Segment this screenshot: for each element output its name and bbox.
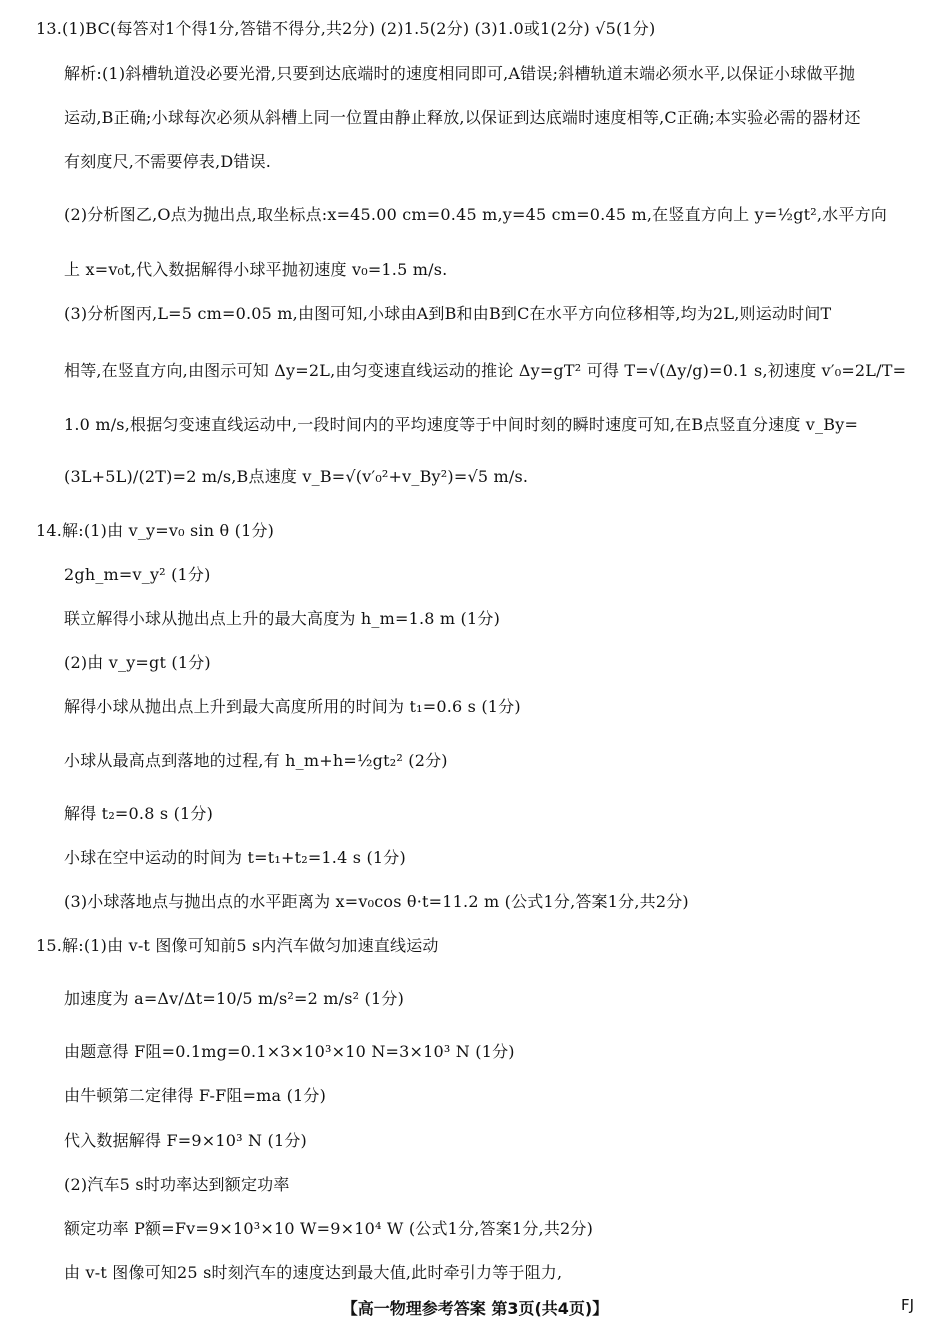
text-line: (3)小球落地点与抛出点的水平距离为 x=v₀cos θ·t=11.2 m (公式1分,答案1分,共2分) (64, 892, 689, 911)
page-footer: 【高一物理参考答案 第3页(共4页)】 (341, 1299, 609, 1318)
text-line: 小球在空中运动的时间为 t=t₁+t₂=1.4 s (1分) (64, 848, 406, 867)
text-line: 解得小球从抛出点上升到最大高度所用的时间为 t₁=0.6 s (1分) (64, 697, 521, 716)
text-line: 加速度为 a=Δv/Δt=10/5 m/s²=2 m/s² (1分) (64, 989, 405, 1008)
text-line: (3L+5L)/(2T)=2 m/s,B点速度 v_B=√(v′₀²+v_By²)=√5 m/s. (64, 467, 529, 486)
text-line: (2)分析图乙,O点为抛出点,取坐标点:x=45.00 cm=0.45 m,y=45 cm=0.45 m,在竖直方向上 y=½gt²,水平方向 (64, 205, 887, 224)
text-line: 运动,B正确;小球每次必须从斜槽上同一位置由静止释放,以保证到达底端时速度相等,C正确;本实验必需的器材还 (64, 108, 861, 127)
text-line: 2gh_m=v_y² (1分) (64, 565, 211, 584)
text-line: 额定功率 P额=Fv=9×10³×10 W=9×10⁴ W (公式1分,答案1分,共2分) (64, 1219, 594, 1238)
text-line: 由牛顿第二定律得 F-F阻=ma (1分) (64, 1086, 327, 1105)
text-line: (3)分析图丙,L=5 cm=0.05 m,由图可知,小球由A到B和由B到C在水平方向位移相等,均为2L,则运动时间T (64, 304, 832, 323)
text-line: 15.解:(1)由 v-t 图像可知前5 s内汽车做匀加速直线运动 (36, 936, 439, 955)
text-line: 由题意得 F阻=0.1mg=0.1×3×10³×10 N=3×10³ N (1分) (64, 1042, 515, 1061)
text-line: 有刻度尺,不需要停表,D错误. (64, 152, 272, 171)
text-line: 代入数据解得 F=9×10³ N (1分) (64, 1131, 307, 1150)
text-line: (2)由 v_y=gt (1分) (64, 653, 211, 672)
text-line: 小球从最高点到落地的过程,有 h_m+h=½gt₂² (2分) (64, 751, 448, 770)
text-line: 1.0 m/s,根据匀变速直线运动中,一段时间内的平均速度等于中间时刻的瞬时速度可知,在B点竖直分速度 v_By= (64, 415, 859, 434)
text-line: 相等,在竖直方向,由图示可知 Δy=2L,由匀变速直线运动的推论 Δy=gT² 可得 T=√(Δy/g)=0.1 s,初速度 v′₀=2L/T= (64, 361, 907, 380)
text-line: 14.解:(1)由 v_y=v₀ sin θ (1分) (36, 521, 275, 540)
text-line: (2)汽车5 s时功率达到额定功率 (64, 1175, 290, 1194)
text-line: 解析:(1)斜槽轨道没必要光滑,只要到达底端时的速度相同即可,A错误;斜槽轨道末端必须水平,以保证小球做平抛 (64, 64, 856, 83)
text-line: 上 x=v₀t,代入数据解得小球平抛初速度 v₀=1.5 m/s. (64, 260, 448, 279)
text-line: 由 v-t 图像可知25 s时刻汽车的速度达到最大值,此时牵引力等于阻力, (64, 1263, 563, 1282)
text-line: 13.(1)BC(每答对1个得1分,答错不得分,共2分) (2)1.5(2分) (3)1.0或1(2分) √5(1分) (36, 19, 656, 38)
text-line: 解得 t₂=0.8 s (1分) (64, 804, 214, 823)
footer-code: FJ (900, 1296, 914, 1314)
text-line: 联立解得小球从抛出点上升的最大高度为 h_m=1.8 m (1分) (64, 609, 501, 628)
